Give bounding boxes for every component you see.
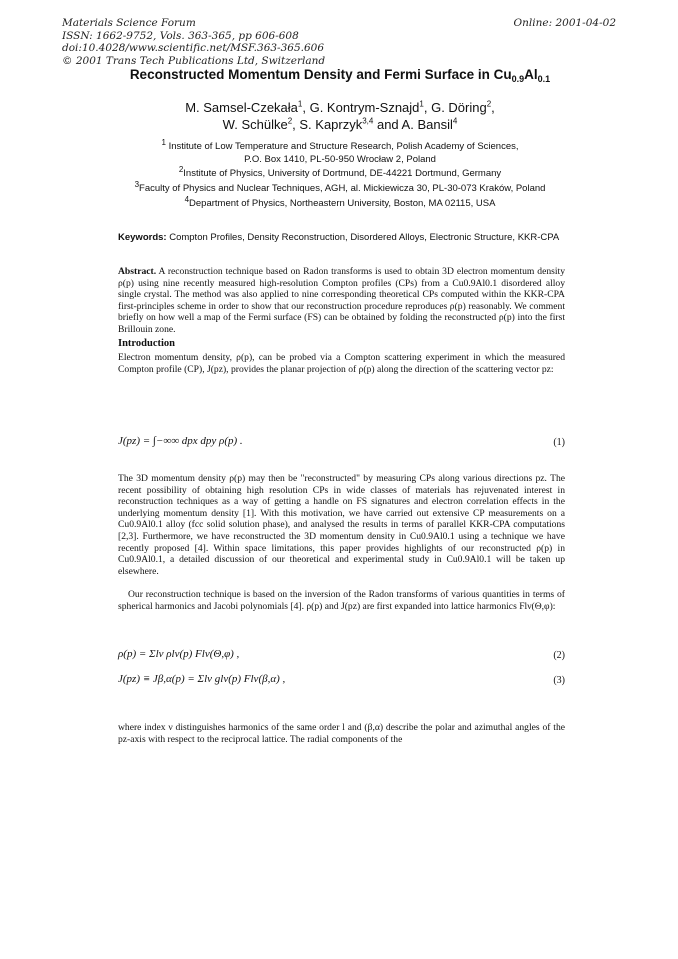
equation-3-number: (3) xyxy=(553,675,565,686)
equation-2-number: (2) xyxy=(553,650,565,661)
author-kontrym-sznajd: , G. Kontrym-Sznajd xyxy=(302,100,420,115)
affiliation-1 xyxy=(60,137,620,166)
abstract-text: A reconstruction technique based on Radon transforms is used to obtain 3D electron momentum density ρ(p) using nine recently measured high-resolution Compton profiles (CPs) from a Cu0.9Al0.1 disordered alloy single crystal. The method was also applied to nine corresponding theoretical CPs computed within the KKR-CPA first-principles scheme in order to show that our reconstruction procedure reproduces ρ(p) reasonably. We comment briefly on how well a map of the Fermi surface (FS) can be obtained by folding the reconstructed ρ(p) into the first Brillouin zone. xyxy=(118,266,565,335)
online-date: Online: 2001-04-02 xyxy=(513,17,616,29)
paper-title xyxy=(60,67,620,84)
equation-1-formula: J(pz) = ∫−∞∞ dpx dpy ρ(p) . xyxy=(118,435,243,447)
author-affiliation-mark: 3,4 xyxy=(362,116,374,126)
introduction-paragraph-2: The 3D momentum density ρ(p) may then be "reconstructed" by measuring CPs along various directions pz. The recent possibility of obtaining high resolution CPs in wide classes of materials has rejuvenated interest in reconstruction techniques as a way of getting a handle on FS signatures and electron correlation effects in the underlying momentum density [1]. With this motivation, we have carried out extensive CP measurements on a Cu0.9Al0.1 alloy (fcc solid solution phase), and analysed the results in terms of parallel KKR-CPA computations [2,3]. Furthermore, we have reconstructed the 3D momentum density in Cu0.9Al0.1 using a technique we have recently proposed [4]. Within space limitations, this paper provides highlights of our reconstructed ρ(p) in Cu0.9Al0.1, a detailed discussion of our theoretical and experimental study in Cu0.9Al0.1 will be taken up elsewhere. xyxy=(118,473,565,577)
journal-name: Materials Science Forum xyxy=(62,17,196,29)
title-al-subscript: 0.1 xyxy=(537,74,551,84)
affiliation-2 xyxy=(60,164,620,181)
affiliation-3 xyxy=(60,179,620,196)
author-bansil: and A. Bansil xyxy=(373,117,453,132)
author-list xyxy=(60,99,620,133)
doi-link[interactable]: doi:10.4028/www.scientific.net/MSF.363-365.606 xyxy=(62,42,325,54)
copyright-line: © 2001 Trans Tech Publications Ltd, Switzerland xyxy=(62,54,326,67)
affiliation-2-text: Institute of Physics, University of Dortmund, DE-44221 Dortmund, Germany xyxy=(183,168,502,179)
author-affiliation-mark: 4 xyxy=(452,116,458,126)
equation-2 xyxy=(118,648,565,668)
author-affiliation-mark: 1 xyxy=(419,99,424,109)
keywords-text: Compton Profiles, Density Reconstruction, Disordered Alloys, Electronic Structure, KKR-CPA xyxy=(166,232,560,243)
equation-3-formula: J(pz) ≡ Jβ,α(p) = Σlν glν(p) Flν(β,α) , xyxy=(118,673,286,685)
affiliation-mark: 1 xyxy=(161,137,166,147)
affiliation-mark: 4 xyxy=(184,194,190,204)
introduction-paragraph-1: Electron momentum density, ρ(p), can be probed via a Compton scattering experiment in which the measured Compton profile (CP), J(pz), provides the planar projection of ρ(p) along the direction of the scattering vector pz: xyxy=(118,352,565,375)
keywords-label: Keywords: xyxy=(118,232,167,243)
author-affiliation-mark: 2 xyxy=(287,116,293,126)
introduction-paragraph-4: where index ν distinguishes harmonics of the same order l and (β,α) describe the polar and azimuthal angles of the pz-axis with respect to the reciprocal lattice. The radial components of the xyxy=(118,722,565,745)
author-affiliation-mark: 2 xyxy=(486,99,492,109)
author-line-2 xyxy=(60,116,620,133)
issn-line: ISSN: 1662-9752, Vols. 363-365, pp 606-608 xyxy=(62,29,299,42)
affiliation-1-line-2: P.O. Box 1410, PL-50-950 Wrocław 2, Poland xyxy=(244,153,436,165)
title-text: Reconstructed Momentum Density and Fermi Surface in Cu xyxy=(129,67,512,82)
affiliation-mark: 3 xyxy=(134,179,140,189)
author-line-1 xyxy=(60,99,620,116)
affiliation-3-text: Faculty of Physics and Nuclear Techniques, AGH, al. Mickiewicza 30, PL-30-073 Kraków, Poland xyxy=(139,183,546,194)
affiliation-1-line-1: Institute of Low Temperature and Structure Research, Polish Academy of Sciences, xyxy=(168,141,519,152)
author-affiliation-mark: 1 xyxy=(297,99,303,109)
author-kaprzyk: , S. Kaprzyk xyxy=(292,117,363,132)
author-doring: , G. Döring xyxy=(423,100,487,115)
affiliation-mark: 2 xyxy=(178,164,184,174)
author-separator: , xyxy=(491,100,495,115)
author-samsel-czekala: M. Samsel-Czekała xyxy=(185,100,298,115)
equation-1 xyxy=(118,435,565,455)
abstract xyxy=(118,266,565,336)
affiliation-4-text: Department of Physics, Northeastern University, Boston, MA 02115, USA xyxy=(189,198,496,209)
introduction-paragraph-3: Our reconstruction technique is based on the inversion of the Radon transforms of various quantities in terms of spherical harmonics and Jacobi polynomials [4]. ρ(p) and J(pz) are first expanded into lattice harmonics Flν(Θ,φ): xyxy=(118,589,565,612)
journal-header xyxy=(62,17,462,67)
section-heading-introduction: Introduction xyxy=(118,338,175,349)
equation-2-formula: ρ(p) = Σlν ρlν(p) Flν(Θ,φ) , xyxy=(118,648,240,660)
keywords xyxy=(118,232,564,244)
affiliation-4 xyxy=(60,194,620,211)
abstract-label: Abstract. xyxy=(118,266,157,277)
author-schulke: W. Schülke xyxy=(222,117,288,132)
equation-3 xyxy=(118,673,565,693)
title-cu-subscript: 0.9 xyxy=(511,74,525,84)
title-al: Al xyxy=(524,67,538,82)
equation-1-number: (1) xyxy=(553,437,565,448)
